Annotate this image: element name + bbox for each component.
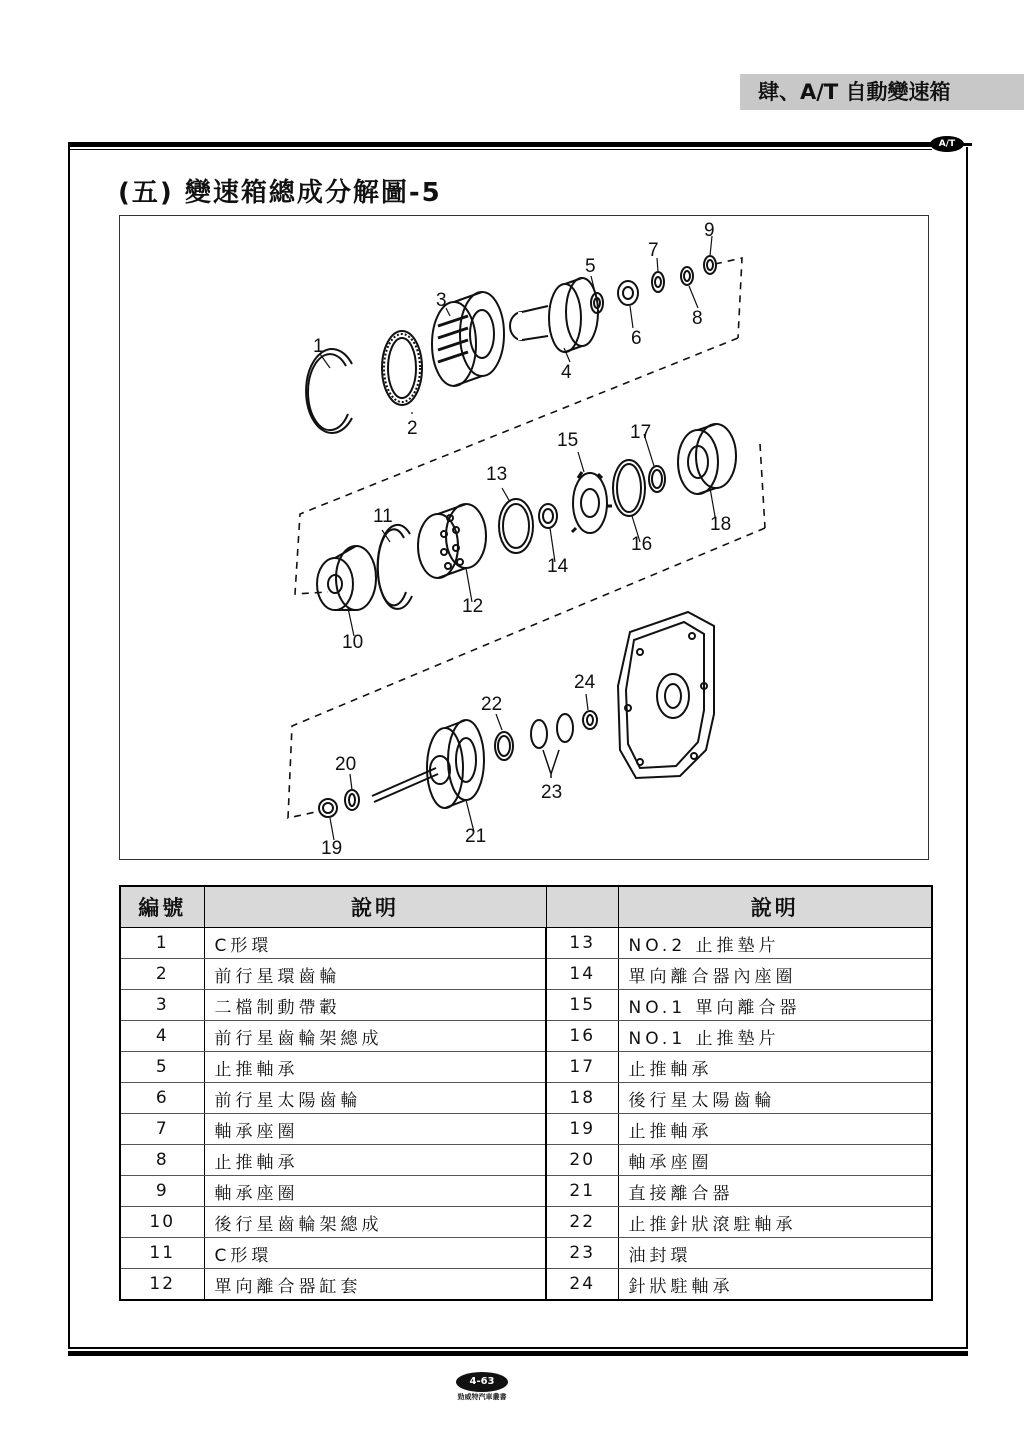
part-number: 23 <box>546 1238 618 1269</box>
part-10-rear-planetary-carrier <box>317 546 376 610</box>
part-description: C形環 <box>204 928 546 959</box>
part-description: 止推軸承 <box>618 1052 932 1083</box>
callout-7: 7 <box>648 240 659 261</box>
part-number: 22 <box>546 1207 618 1238</box>
bottom-rule-thin <box>68 1347 968 1349</box>
part-number: 5 <box>120 1052 204 1083</box>
callout-11: 11 <box>373 506 393 527</box>
part-17-thrust-bearing <box>649 466 665 492</box>
callout-5: 5 <box>585 256 596 277</box>
part-number: 2 <box>120 959 204 990</box>
part-description: NO.1 單向離合器 <box>618 990 932 1021</box>
callout-3: 3 <box>436 290 447 311</box>
part-number: 11 <box>120 1238 204 1269</box>
part-description: 止推軸承 <box>618 1114 932 1145</box>
part-number: 9 <box>120 1176 204 1207</box>
table-row <box>120 1207 932 1238</box>
table-row <box>120 1114 932 1145</box>
publisher-name: 勁威特汽車叢書 <box>457 1393 507 1401</box>
transaxle-case-cover <box>618 612 714 778</box>
part-description: 油封環 <box>618 1238 932 1269</box>
callout-6: 6 <box>631 328 642 349</box>
part-6-sun-gear <box>618 281 638 305</box>
part-number: 6 <box>120 1083 204 1114</box>
part-number: 3 <box>120 990 204 1021</box>
table-row <box>120 990 932 1021</box>
part-description: 直接離合器 <box>618 1176 932 1207</box>
callout-20: 20 <box>335 754 357 775</box>
part-number: 13 <box>546 928 618 959</box>
table-row <box>120 1052 932 1083</box>
callout-19: 19 <box>321 838 343 859</box>
callout-16: 16 <box>631 534 653 555</box>
header-number: 編號 <box>120 886 204 928</box>
callout-10: 10 <box>342 632 364 653</box>
part-description: C形環 <box>204 1238 546 1269</box>
table-row <box>120 1083 932 1114</box>
part-description: 後行星太陽齒輪 <box>618 1083 932 1114</box>
callout-21: 21 <box>465 826 487 847</box>
part-description: 軸承座圈 <box>618 1145 932 1176</box>
table-row <box>120 1145 932 1176</box>
part-description: 軸承座圈 <box>204 1176 546 1207</box>
part-description: NO.2 止推墊片 <box>618 928 932 959</box>
part-20-race <box>345 790 359 810</box>
callout-1: 1 <box>313 336 324 357</box>
part-15-one-way-clutch <box>572 472 612 533</box>
part-number: 24 <box>546 1269 618 1301</box>
part-number: 16 <box>546 1021 618 1052</box>
part-16-thrust-washer <box>613 460 645 516</box>
part-description: 前行星環齒輪 <box>204 959 546 990</box>
part-22-needle-bearing <box>495 732 513 760</box>
part-description: 單向離合器缸套 <box>204 1269 546 1301</box>
part-number: 4 <box>120 1021 204 1052</box>
part-number: 18 <box>546 1083 618 1114</box>
part-4-front-planetary-carrier <box>510 278 598 352</box>
part-number: 12 <box>120 1269 204 1301</box>
callout-9: 9 <box>704 220 715 241</box>
page-number-badge <box>452 1372 512 1400</box>
part-14-inner-race <box>539 504 557 528</box>
part-12-one-way-clutch-sleeve <box>418 504 486 578</box>
table-row <box>120 1176 932 1207</box>
part-number: 14 <box>546 959 618 990</box>
callout-15: 15 <box>557 430 579 451</box>
page-number: 4-63 <box>456 1372 508 1392</box>
part-description: NO.1 止推墊片 <box>618 1021 932 1052</box>
part-2-ring-gear <box>382 331 422 405</box>
callout-13: 13 <box>486 464 508 485</box>
table-row <box>120 1269 932 1301</box>
table-row <box>120 1238 932 1269</box>
part-23-oil-seal-rings <box>531 714 573 778</box>
callout-17: 17 <box>630 422 652 443</box>
part-description: 止推軸承 <box>204 1145 546 1176</box>
top-rule <box>68 142 932 147</box>
header-description: 說明 <box>204 886 546 928</box>
part-number: 1 <box>120 928 204 959</box>
part-description: 前行星齒輪架總成 <box>204 1021 546 1052</box>
at-logo: A/T <box>930 136 964 152</box>
part-21-direct-clutch <box>372 720 484 808</box>
part-number: 21 <box>546 1176 618 1207</box>
callout-2: 2 <box>407 418 418 439</box>
part-description: 止推軸承 <box>204 1052 546 1083</box>
exploded-diagram-drawing <box>120 216 928 859</box>
part-9-race <box>704 256 716 274</box>
part-8-thrust-bearing <box>681 267 693 285</box>
header-number-2 <box>546 886 618 928</box>
page-frame-right <box>966 147 968 1349</box>
part-description: 單向離合器內座圈 <box>618 959 932 990</box>
part-13-thrust-washer <box>499 499 533 553</box>
part-number: 15 <box>546 990 618 1021</box>
chapter-tab: 肆、A/T 自動變速箱 <box>740 74 1024 110</box>
part-description: 軸承座圈 <box>204 1114 546 1145</box>
part-description: 止推針狀滾駐軸承 <box>618 1207 932 1238</box>
exploded-diagram <box>119 215 929 860</box>
bottom-rule <box>68 1351 968 1356</box>
part-number: 8 <box>120 1145 204 1176</box>
callout-24: 24 <box>574 672 596 693</box>
part-description: 後行星齒輪架總成 <box>204 1207 546 1238</box>
page-frame-left <box>68 147 70 1349</box>
part-number: 19 <box>546 1114 618 1145</box>
part-number: 20 <box>546 1145 618 1176</box>
top-rule-thin <box>68 149 932 150</box>
parts-table-body <box>120 928 932 1301</box>
part-18-rear-sun-gear <box>678 424 736 494</box>
callout-8: 8 <box>692 308 703 329</box>
callout-4: 4 <box>561 362 572 383</box>
table-row <box>120 928 932 959</box>
part-number: 10 <box>120 1207 204 1238</box>
part-19-thrust-bearing <box>319 799 337 817</box>
part-description: 針狀駐軸承 <box>618 1269 932 1301</box>
header-description-2: 說明 <box>618 886 932 928</box>
callout-22: 22 <box>481 694 503 715</box>
callout-14: 14 <box>547 556 569 577</box>
parts-table <box>119 885 933 1301</box>
table-row <box>120 1021 932 1052</box>
part-number: 7 <box>120 1114 204 1145</box>
section-title: (五) 變速箱總成分解圖-5 <box>118 178 442 208</box>
part-description: 二檔制動帶轂 <box>204 990 546 1021</box>
part-number: 17 <box>546 1052 618 1083</box>
callout-23: 23 <box>541 782 563 803</box>
callout-12: 12 <box>462 596 484 617</box>
part-7-race <box>652 272 664 292</box>
part-24-needle-bearing <box>583 711 597 729</box>
part-description: 前行星太陽齒輪 <box>204 1083 546 1114</box>
table-row <box>120 959 932 990</box>
table-header-row <box>120 886 932 928</box>
callout-18: 18 <box>710 514 732 535</box>
